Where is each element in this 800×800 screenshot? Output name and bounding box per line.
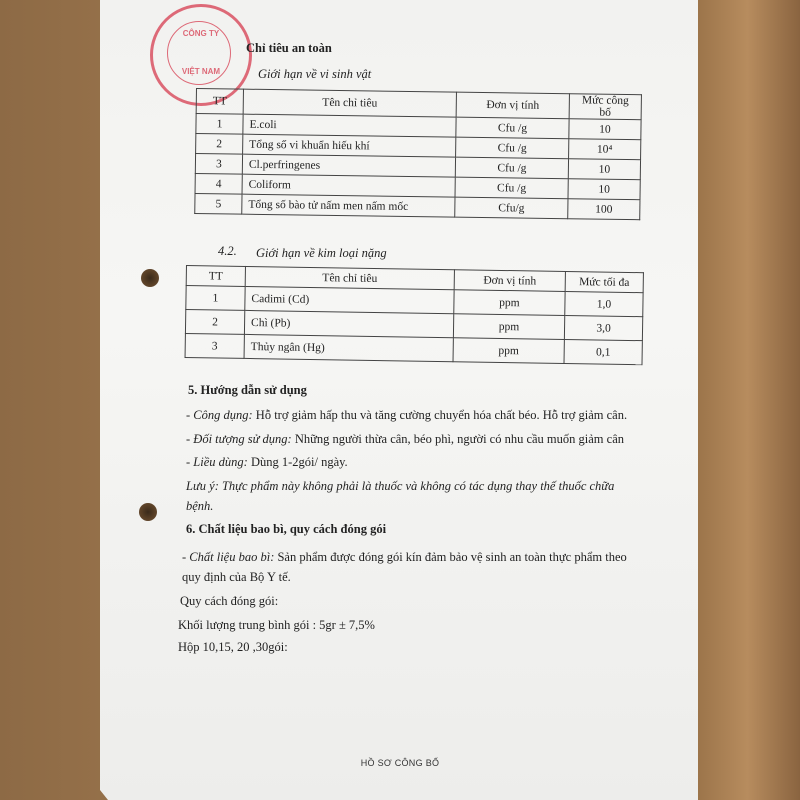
header-tt: TT [186,266,245,287]
usage-dosage-text: Dùng 1-2gói/ ngày. [247,455,348,469]
usage-note-line2: bệnh. [186,499,214,513]
row-unit: Cfu /g [455,157,568,179]
row-level: 10 [568,179,640,200]
row-tt: 1 [186,286,245,311]
header-level: Mức công bố [569,94,641,120]
row-name: E.coli [243,114,456,137]
section-41-subtitle: Giới hạn về vi sinh vật [258,67,372,81]
section-42-number: 4.2. [218,244,237,258]
row-tt: 3 [185,333,244,358]
usage-benefit [186,408,627,423]
seal-text-bottom: VIỆT NAM [181,67,221,76]
row-level: 0,1 [564,339,642,364]
row-name: Cl.perfringenes [242,154,455,177]
usage-target-label: - Đối tượng sử dụng: [186,432,292,446]
packaging-spec-label: Quy cách đóng gói: [180,594,279,608]
header-unit: Đơn vị tính [456,92,569,119]
packaging-box: Hộp 10,15, 20 ,30gói: [178,640,288,654]
packaging-material-text: Sản phẩm được đóng gói kín đảm bảo vệ sinh an toàn thực phẩm theo [274,550,627,564]
row-level: 10 [569,119,641,140]
packaging-material [182,550,627,565]
row-tt: 2 [185,310,244,335]
usage-dosage-label: - Liều dùng: [186,455,248,469]
row-unit: Cfu/g [455,197,568,219]
usage-benefit-label: - Công dụng: [186,408,253,422]
usage-benefit-text: Hỗ trợ giảm hấp thu và tăng cường chuyển hóa chất béo. Hỗ trợ giảm cân. [252,408,628,422]
wood-background-right [695,0,800,800]
row-name: Thủy ngân (Hg) [244,334,453,361]
row-level: 100 [568,199,640,220]
usage-target [186,432,624,447]
header-name: Tên chỉ tiêu [243,89,456,117]
row-level: 10 [568,159,640,180]
section-42-subtitle: Giới hạn về kim loại nặng [256,246,387,260]
microbial-limits-table [194,88,642,220]
punch-hole-bottom [139,503,157,521]
row-name: Coliform [242,174,455,197]
seal-text-top: CÔNG TY [182,29,220,38]
header-tt: TT [196,89,243,115]
row-tt: 4 [195,173,242,194]
packaging-material-line2: quy định của Bộ Y tế. [182,570,291,584]
usage-note-line1: Lưu ý: Thực phẩm này không phải là thuốc và không có tác dụng thay thế thuốc chữa [186,479,615,493]
section-5-title: 5. Hướng dẫn sử dụng [188,383,307,397]
packaging-weight: Khối lượng trung bình gói : 5gr ± 7,5% [178,618,375,632]
row-unit: ppm [453,338,564,364]
section-4-title: Chỉ tiêu an toàn [246,41,332,55]
row-unit: ppm [454,290,565,316]
header-unit: Đơn vị tính [454,270,565,292]
packaging-material-label: - Chất liệu bao bì: [182,550,275,564]
row-level: 10⁴ [569,139,641,160]
row-name: Tổng số vi khuẩn hiếu khí [243,134,456,157]
row-unit: Cfu /g [455,177,568,199]
row-level: 3,0 [564,315,642,340]
row-name: Tổng số bào tử nấm men nấm mốc [242,194,455,217]
row-unit: Cfu /g [456,137,569,159]
section-6-title: 6. Chất liệu bao bì, quy cách đóng gói [186,522,387,536]
row-tt: 5 [195,193,242,214]
usage-target-text: Những người thừa cân, béo phì, người có nhu cầu muốn giảm cân [291,432,624,446]
row-unit: Cfu /g [456,117,569,139]
row-tt: 1 [196,114,243,135]
heavy-metal-table [185,265,644,365]
usage-dosage [186,455,348,470]
row-name: Cadimi (Cd) [245,286,454,313]
header-level: Mức tối đa [565,271,643,292]
row-unit: ppm [453,314,564,340]
row-tt: 2 [196,134,243,155]
punch-hole-top [141,269,159,287]
header-name: Tên chỉ tiêu [245,266,454,289]
row-name: Chì (Pb) [244,310,453,337]
document-footer: HỒ SƠ CÔNG BỐ [360,758,440,768]
row-tt: 3 [195,154,242,175]
row-level: 1,0 [565,291,643,316]
